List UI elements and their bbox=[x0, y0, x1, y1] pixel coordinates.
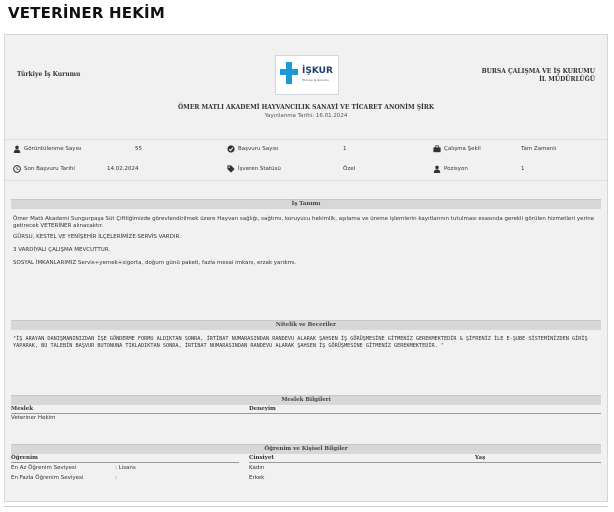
min-education-label: En Az Öğrenim Seviyesi bbox=[11, 465, 77, 471]
education-column-header: Öğrenim bbox=[11, 455, 38, 461]
table-divider bbox=[11, 413, 601, 414]
table-divider bbox=[11, 462, 239, 463]
page-title: VETERİNER HEKİM bbox=[8, 4, 165, 22]
max-education-value: : bbox=[115, 475, 117, 481]
provincial-office: BURSA ÇALIŞMA VE İŞ KURUMU İL MÜDÜRLÜĞÜ bbox=[481, 68, 595, 83]
education-info-header: Öğrenim ve Kişisel Bilgiler bbox=[11, 444, 601, 454]
logo-plus-bar bbox=[280, 69, 298, 75]
gender-column-header: Cinsiyet bbox=[249, 455, 274, 461]
logo-subtext: Türkiye İş Kurumu bbox=[302, 78, 329, 82]
job-description-line: 3 VARDİYALI ÇALIŞMA MEVCUTTUR. bbox=[13, 247, 111, 253]
job-description-line: SOSYAL İMKANLARIMIZ Servis+yemek+sigorta, doğum günü paketi, fazla mesai imkanı, erzak yardımı. bbox=[13, 260, 297, 266]
briefcase-icon bbox=[433, 145, 441, 153]
company-name: ÖMER MATLI AKADEMİ HAYVANCILIK SANAYİ VE TİCARET ANONİM ŞİRK bbox=[177, 104, 435, 111]
experience-column-header: Deneyim bbox=[249, 406, 276, 412]
logo-text: İŞKUR bbox=[302, 66, 333, 76]
max-education-label: En Fazla Öğrenim Seviyesi bbox=[11, 475, 84, 481]
work-type-label: Çalışma Şekli bbox=[444, 146, 481, 152]
table-divider bbox=[249, 462, 601, 463]
position-value: 1 bbox=[521, 166, 525, 172]
iskur-logo bbox=[275, 55, 339, 95]
employer-stat bbox=[227, 165, 281, 173]
posting-header bbox=[5, 35, 607, 135]
gender-value: Kadın bbox=[249, 465, 265, 471]
applications-label: Başvuru Sayısı bbox=[238, 146, 279, 152]
job-posting-card bbox=[4, 34, 608, 502]
page-divider bbox=[4, 506, 608, 507]
profession-info-header: Meslek Bilgileri bbox=[11, 395, 601, 405]
deadline-label: Son Başvuru Tarihi bbox=[24, 166, 75, 172]
user-icon bbox=[13, 145, 21, 153]
user-icon bbox=[433, 165, 441, 173]
job-description-text: Ömer Matlı Akademi Sungurpaşa Süt Çiftliğimizde görevlendirilmek üzere Hayvan sağlığı, sağtımı, koruyucu hekimlik, aşılama ve üreme işlemlerin kayıtlarının tutulması esasında gerekli görülen hizmetleri yerine getirecek VETERİNER alınacaktır. bbox=[13, 216, 595, 229]
qualifications-text: "İŞ ARAYAN DANIŞMANINIZDAN İŞE GÖNDERME FORMU ALDIKTAN SONRA, İRTİBAT NUMARASINDAN RANDEVU ALARAK ŞAHSEN İŞ GÖRÜŞMESİNE GİTMENİZ GEREKMEKTEDİR & ŞİFRENİZ İLE E-ŞUBE SİSTEMİNİZDEN GİRİŞ YAPARAK, BU TALEBİN BAŞVUR BUTONUNA TIKLADIKTAN SONRA, İRTİBAT NUMARASINDAN RANDEVU ALARAK ŞAHSEN İŞ GÖRÜŞMESİNE GİTMENİZ GEREKMEKTEDİR. " bbox=[13, 336, 588, 349]
work-type-stat bbox=[433, 145, 481, 153]
position-stat bbox=[433, 165, 468, 173]
gender-value: Erkek bbox=[249, 475, 265, 481]
tag-icon bbox=[227, 165, 235, 173]
institution-name: Türkiye İş Kurumu bbox=[17, 71, 81, 78]
age-column-header: Yaş bbox=[475, 455, 486, 461]
clock-icon bbox=[13, 165, 21, 173]
work-type-value: Tam Zamanlı bbox=[521, 146, 557, 152]
stats-panel bbox=[5, 139, 607, 181]
job-description-header: İş Tanımı bbox=[11, 199, 601, 209]
deadline-stat bbox=[13, 165, 75, 173]
views-stat bbox=[13, 145, 81, 153]
qualifications-header: Nitelik ve Beceriler bbox=[11, 320, 601, 330]
employer-label: İşveren Statüsü bbox=[238, 166, 281, 172]
views-label: Görüntülenme Sayısı bbox=[24, 146, 82, 152]
published-date: Yayınlanma Tarihi: 16.01.2024 bbox=[264, 113, 348, 119]
position-label: Pozisyon bbox=[444, 166, 468, 172]
applications-stat bbox=[227, 145, 278, 153]
check-circle-icon bbox=[227, 145, 235, 153]
job-description-line: GÜRSU, KESTEL VE YENİŞEHİR İLÇELERİMİZE SERVİS VARDIR. bbox=[13, 234, 181, 240]
employer-value: Özel bbox=[343, 166, 356, 172]
deadline-value: 14.02.2024 bbox=[107, 166, 139, 172]
min-education-value: : Lisans bbox=[115, 465, 136, 471]
profession-column-header: Meslek bbox=[11, 406, 34, 412]
views-value: 55 bbox=[135, 146, 142, 152]
profession-value: Veteriner Hekim bbox=[11, 415, 56, 421]
applications-value: 1 bbox=[343, 146, 347, 152]
